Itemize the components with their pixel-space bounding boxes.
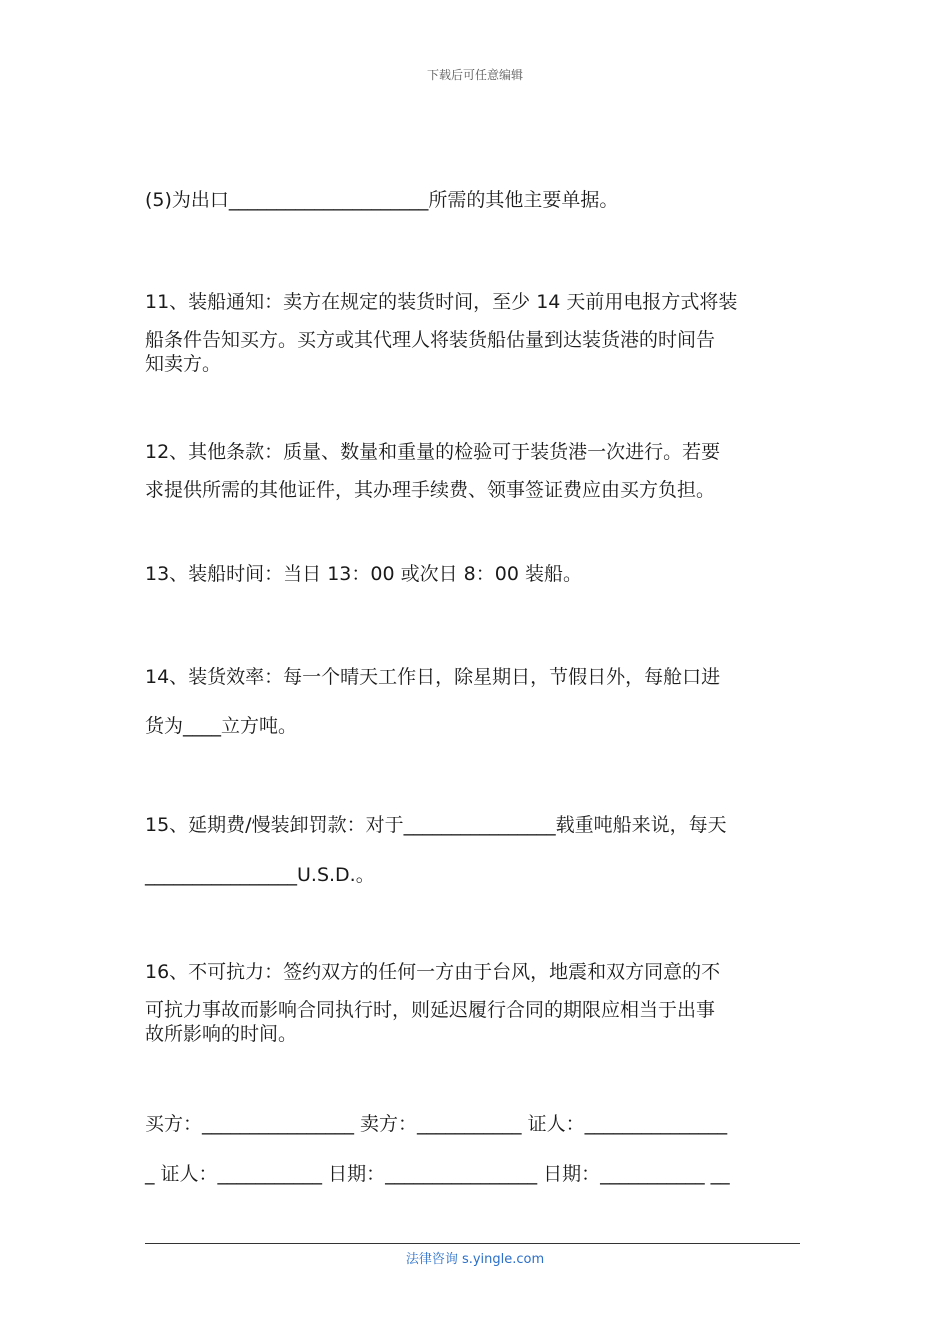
clause-5-text: (5)为出口_____________________所需的其他主要单据。 <box>145 189 619 211</box>
footer-link[interactable]: 法律咨询 s.yingle.com <box>405 1252 545 1267</box>
signature-block <box>145 1107 810 1191</box>
clause-12-line-2: 求提供所需的其他证件，其办理手续费、领事签证费应由买方负担。 <box>145 479 716 501</box>
clause-14 <box>145 660 810 743</box>
clause-16-line-3: 故所影响的时间。 <box>145 1023 298 1045</box>
footer-divider <box>145 1243 800 1244</box>
clause-14-line-2: 货为____立方吨。 <box>145 715 298 737</box>
clause-12 <box>145 435 810 507</box>
signature-line-2: _ 证人：___________ 日期：________________ 日期：___________ __ <box>145 1163 730 1185</box>
signature-line-1: 买方：________________ 卖方：___________ 证人：_______________ <box>145 1113 728 1135</box>
clause-15-line-1: 15、延期费/慢装卸罚款：对于________________载重吨船来说，每天 <box>145 814 727 836</box>
clause-15-line-2: ________________U.S.D.。 <box>145 864 375 886</box>
clause-13-text: 13、装船时间：当日 13：00 或次日 8：00 装船。 <box>145 563 582 585</box>
clause-16-line-2: 可抗力事故而影响合同执行时，则延迟履行合同的期限应相当于出事 <box>145 999 716 1021</box>
clause-11 <box>145 287 810 379</box>
clause-15 <box>145 808 810 892</box>
clause-11-line-2: 船条件告知买方。买方或其代理人将装货船估量到达装货港的时间告 <box>145 329 716 351</box>
clause-5 <box>145 187 810 213</box>
clause-16 <box>145 957 810 1049</box>
clause-13 <box>145 561 810 587</box>
clause-12-line-1: 12、其他条款：质量、数量和重量的检验可于装货港一次进行。若要 <box>145 441 721 463</box>
clause-16-line-1: 16、不可抗力：签约双方的任何一方由于台风，地震和双方同意的不 <box>145 961 721 983</box>
page-header: 下载后可任意编辑 <box>426 68 523 82</box>
clause-11-line-3: 知卖方。 <box>145 353 222 375</box>
clause-11-line-1: 11、装船通知：卖方在规定的装货时间，至少 14 天前用电报方式将装 <box>145 291 738 313</box>
clause-14-line-1: 14、装货效率：每一个晴天工作日，除星期日，节假日外，每舱口进 <box>145 666 721 688</box>
